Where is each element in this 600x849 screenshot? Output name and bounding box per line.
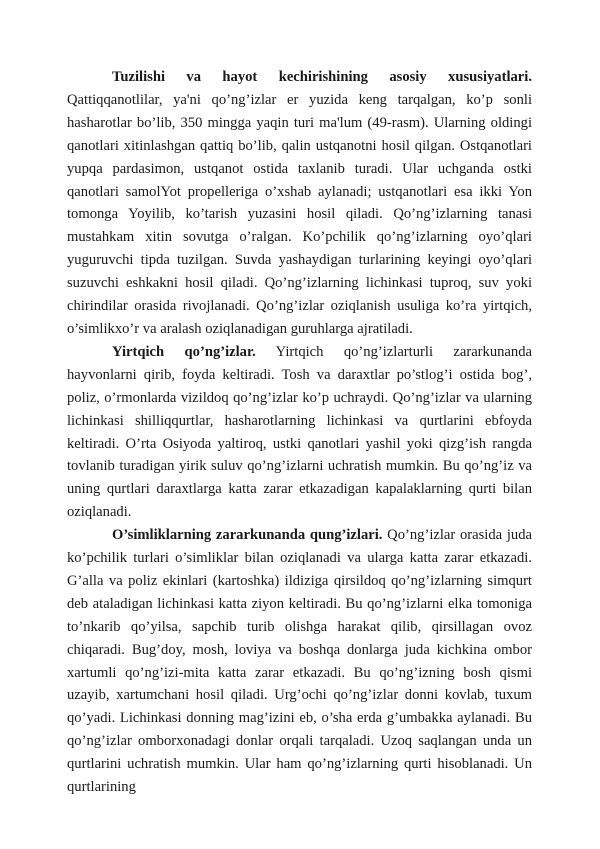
paragraph-heading: Yirtqich qo’ng’izlar. xyxy=(112,343,256,360)
paragraph-structure xyxy=(67,66,532,341)
paragraph-text: Qattiqqanotlilar, ya'ni qo’ng’izlar er yuzida keng tarqalgan, ko’p sonli hasharotlar bo’lib, 350 mingga yaqin turi ma'lum (49-rasm). Ularning oldingi qanotlari xitinlashgan qattiq bo’lib, qalin ustqanotni hosil qilgan. Ostqanotlari yupqa pardasimon, ustqanot ostida taxlanib turadi. Ular uchganda ostki qanotlari samolYot propelleriga o’xshab aylanadi; ustqanotlari esa ikki Yon tomonga Yoyilib, ko’tarish yuzasini hosil qiladi. Qo’ng’izlarning tanasi mustahkam xitin sovutga o’ralgan. Ko’pchilik qo’ng’izlarning oyo’qlari yuguruvchi tipda tuzilgan. Suvda yashaydigan turlarining keyingi oyo’qlari suzuvchi eshkakni hosil qiladi. Qo’ng’izlarning lichinkasi tuproq, suv yoki chirindilar orasida rivojlanadi. Qo’ng’izlar oziqlanish usuliga ko’ra yirtqich, o’simlikxo’r va aralash oziqlanadigan guruhlarga ajratiladi. xyxy=(67,91,532,337)
paragraph-heading: Tuzilishi va hayot kechirishining asosiy xususiyatlari. xyxy=(112,69,532,85)
paragraph-text: Yirtqich qo’ng’izlarturli zararkunanda hayvonlarni qirib, foyda keltiradi. Tosh va daraxtlar po’stlog’i ostida bog’, poliz, o’rmonlarda vizildoq qo’ng’izlar ko’p uchraydi. Qo’ng’izlar va ularning lichinkasi shilliqqurtlar, hasharotlarning lichinkasi va qurtlarini ebfoyda keltiradi. O’rta Osiyoda yaltiroq, ustki qanotlari yashil yoki qizg’ish rangda tovlanib turadigan yirik suluv qo’ng’izlarni uchratish mumkin. Bu qo’ng’iz va uning qurtlari daraxtlarga katta zarar etkazadigan kapalaklarning qurti bilan oziqlanadi. xyxy=(67,343,532,521)
paragraph-text: Qo’ng’izlar orasida juda ko’pchilik turlari o’simliklar bilan oziqlanadi va ularga katta zarar etkazadi. G’alla va poliz ekinlari (kartoshka) ildiziga qirsildoq qo’ng’izlarning simqurt deb ataladigan lichinkasi katta ziyon keltiradi. Bu qo’ng’izlarni elka tomoniga to’nkarib qo’yilsa, sapchib turib olishga harakat qilib, qirsillagan ovoz chiqaradi. Bug’doy, mosh, loviya va boshqa donlarga juda kichkina ombor xartumli qo’ng’izi-mita katta zarar etkazadi. Bu qo’ng’izning bosh qismi uzayib, xartumchani hosil qiladi. Urg’ochi qo’ng’izlar donni kovlab, tuxum qo’yadi. Lichinkasi donning mag’izini eb, o’sha erda g’umbakka aylanadi. Bu qo’ng’izlar omborxonadagi donlar orqali tarqaladi. Uzoq saqlangan unda un qurtlarini uchratish mumkin. Ular ham qo’ng’izlarning qurti hisoblanadi. Un qurtlarining xyxy=(67,527,532,796)
paragraph-heading: O’simliklarning zararkunanda qung’izlari. xyxy=(112,527,383,544)
paragraph-predatory-beetles xyxy=(67,341,532,524)
paragraph-pest-beetles xyxy=(67,524,532,799)
